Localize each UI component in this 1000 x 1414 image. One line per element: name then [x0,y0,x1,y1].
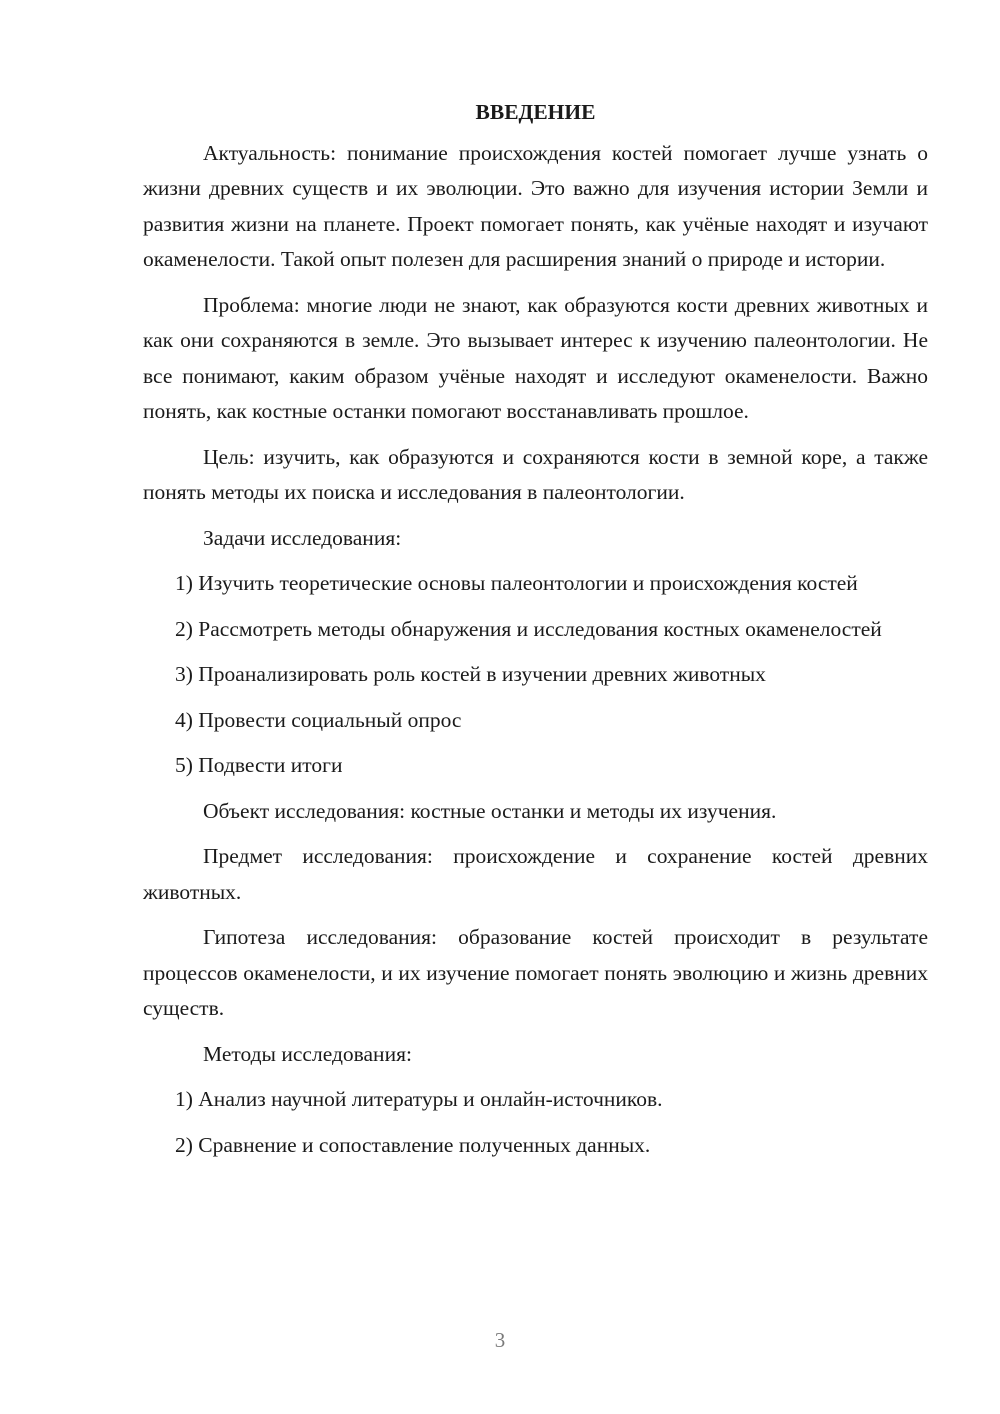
subject-paragraph: Предмет исследования: происхождение и сохранение костей древних животных. [143,844,928,904]
task-item-1: 1) Изучить теоретические основы палеонтологии и происхождения костей [175,571,858,595]
method-item-1: 1) Анализ научной литературы и онлайн-источников. [175,1087,663,1111]
task-item-5: 5) Подвести итоги [175,753,343,777]
task-item-4: 4) Провести социальный опрос [175,707,462,732]
methods-heading: Методы исследования: [203,1041,412,1066]
problem-paragraph: Проблема: многие люди не знают, как образуются кости древних животных и как они сохраняются в земле. Это вызывает интерес к изучению палеонтологии. Не все понимают, каким образом учёные находят и исследуют окаменелости. Важно понять, как костные останки помогают восстанавливать прошлое. [143,292,928,423]
goal-paragraph: Цель: изучить, как образуются и сохраняются кости в земной коре, а также понять методы их поиска и исследования в палеонтологии. [143,444,928,504]
task-item-3: 3) Проанализировать роль костей в изучении древних животных [175,662,766,686]
tasks-heading: Задачи исследования: [203,525,402,550]
task-item-2: 2) Рассмотреть методы обнаружения и исследования костных окаменелостей [175,616,882,641]
object-paragraph: Объект исследования: костные останки и методы их изучения. [203,798,777,823]
method-item-2: 2) Сравнение и сопоставление полученных данных. [175,1132,651,1157]
page-content [143,95,928,1173]
relevance-paragraph: Актуальность: понимание происхождения костей помогает лучше узнать о жизни древних существ и их эволюции. Это важно для изучения истории Земли и развития жизни на планете. Проект помогает понять, как учёные находят и изучают окаменелости. Такой опыт полезен для расширения знаний о природе и истории. [143,140,928,271]
hypothesis-paragraph: Гипотеза исследования: образование костей происходит в результате процессов окаменелости, и их изучение помогает понять эволюцию и жизнь древних существ. [143,925,928,1020]
page-number: 3 [494,1328,506,1352]
section-title: ВВЕДЕНИЕ [475,100,596,124]
